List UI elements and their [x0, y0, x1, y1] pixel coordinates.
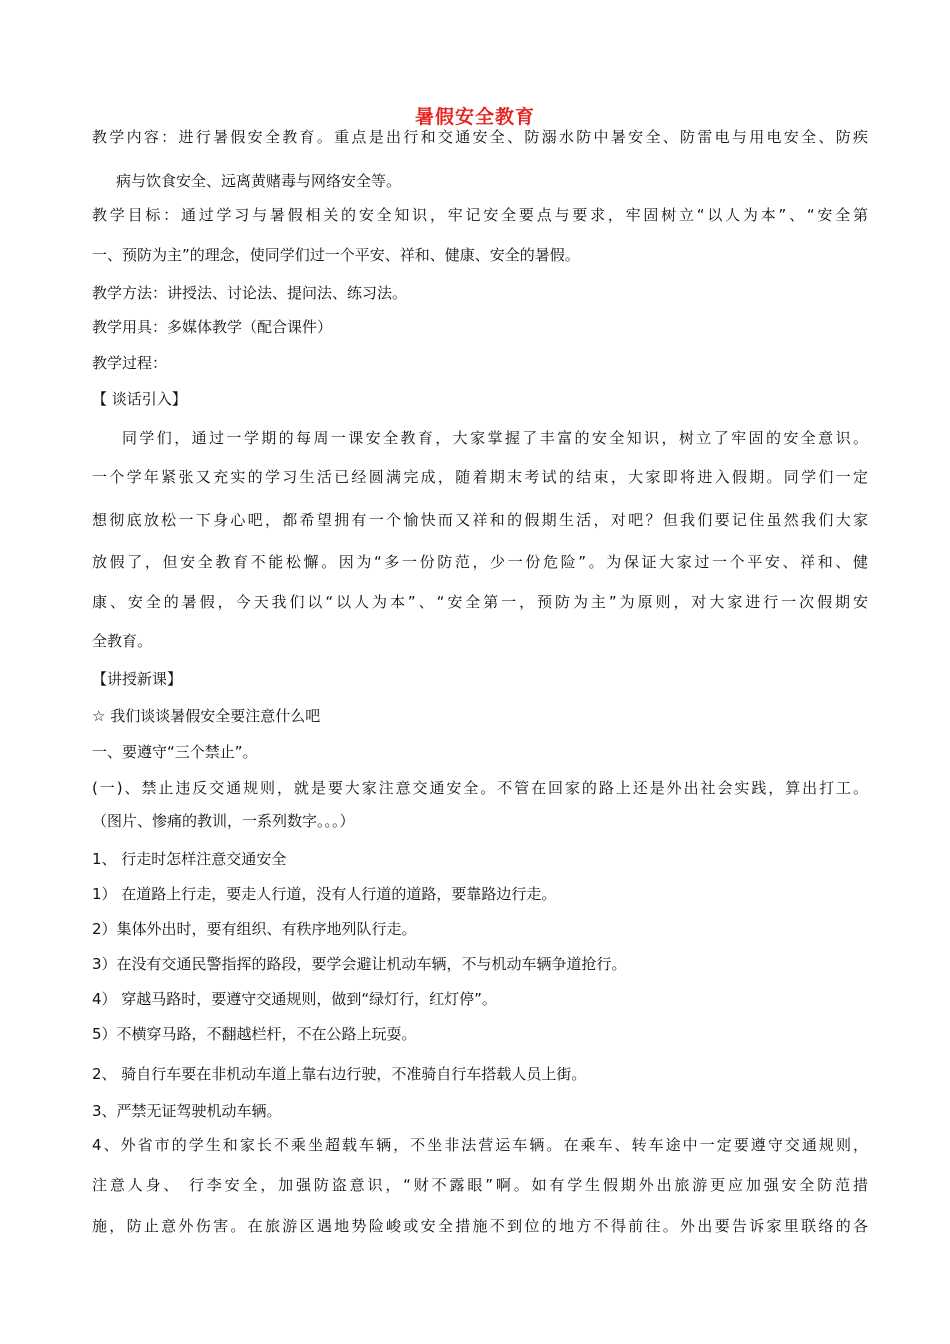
text-line: 全教育。	[92, 632, 153, 650]
text-line: 病与饮食安全、远离黄赌毒与网络安全等。	[116, 172, 402, 190]
text-line: 教学方法：讲授法、讨论法、提问法、练习法。	[92, 284, 408, 302]
text-line: 4） 穿越马路时，要遵守交通规则，做到“绿灯行，红灯停”。	[92, 990, 497, 1008]
text-line: 一、要遵守“三个禁止”。	[92, 743, 258, 761]
text-line: 一个学年紧张又充实的学习生活已经圆满完成，随着期末考试的结束，大家即将进入假期。同学们一定	[92, 468, 868, 486]
text-line: 2）集体外出时，要有组织、有秩序地列队行走。	[92, 920, 417, 938]
text-line: 1） 在道路上行走，要走人行道，没有人行道的道路，要靠路边行走。	[92, 885, 557, 903]
text-line: 教学内容：进行暑假安全教育。重点是出行和交通安全、防溺水防中暑安全、防雷电与用电安全、防疾	[92, 128, 868, 146]
text-line: 想彻底放松一下身心吧，都希望拥有一个愉快而又祥和的假期生活，对吧？但我们要记住虽然我们大家	[92, 511, 868, 529]
text-line: 2、 骑自行车要在非机动车道上靠右边行驶，不准骑自行车搭载人员上街。	[92, 1065, 587, 1083]
text-line: 4、外省市的学生和家长不乘坐超载车辆，不坐非法营运车辆。在乘车、转车途中一定要遵守交通规则，	[92, 1136, 868, 1154]
text-line: 3、严禁无证驾驶机动车辆。	[92, 1102, 282, 1120]
text-line: ☆ 我们谈谈暑假安全要注意什么吧	[92, 707, 321, 725]
section-heading: 【讲授新课】	[92, 670, 183, 688]
text-line: 同学们，通过一学期的每周一课安全教育，大家掌握了丰富的安全知识，树立了牢固的安全意识。	[122, 429, 868, 447]
text-line: 康、安全的暑假，今天我们以“以人为本”、“安全第一，预防为主”为原则，对大家进行一次假期安	[92, 593, 868, 611]
text-line: 施，防止意外伤害。在旅游区遇地势险峻或安全措施不到位的地方不得前往。外出要告诉家里联络的各	[92, 1217, 868, 1235]
section-heading: 【 谈话引入】	[92, 390, 187, 408]
text-line: 注意人身、 行李安全，加强防盗意识，“财不露眼”啊。如有学生假期外出旅游更应加强安全防范措	[92, 1176, 868, 1194]
text-line: （图片、惨痛的教训，一系列数字。。。）	[92, 812, 355, 830]
text-line: (一)、禁止违反交通规则，就是要大家注意交通安全。不管在回家的路上还是外出社会实践，算出打工。	[92, 779, 868, 797]
text-line: 教学目标：通过学习与暑假相关的安全知识，牢记安全要点与要求，牢固树立“以人为本”、“安全第	[92, 206, 868, 224]
text-line: 教学用具：多媒体教学（配合课件）	[92, 318, 333, 336]
text-line: 3）在没有交通民警指挥的路段，要学会避让机动车辆，不与机动车辆争道抢行。	[92, 955, 627, 973]
document-title: 暑假安全教育	[414, 106, 535, 128]
text-line: 5）不横穿马路，不翻越栏杆，不在公路上玩耍。	[92, 1025, 417, 1043]
text-line: 教学过程：	[92, 354, 168, 372]
text-line: 放假了，但安全教育不能松懈。因为“多一份防范，少一份危险”。为保证大家过一个平安、祥和、健	[92, 553, 868, 571]
text-line: 1、 行走时怎样注意交通安全	[92, 850, 287, 868]
text-line: 一、预防为主”的理念，使同学们过一个平安、祥和、健康、安全的暑假。	[92, 246, 580, 264]
